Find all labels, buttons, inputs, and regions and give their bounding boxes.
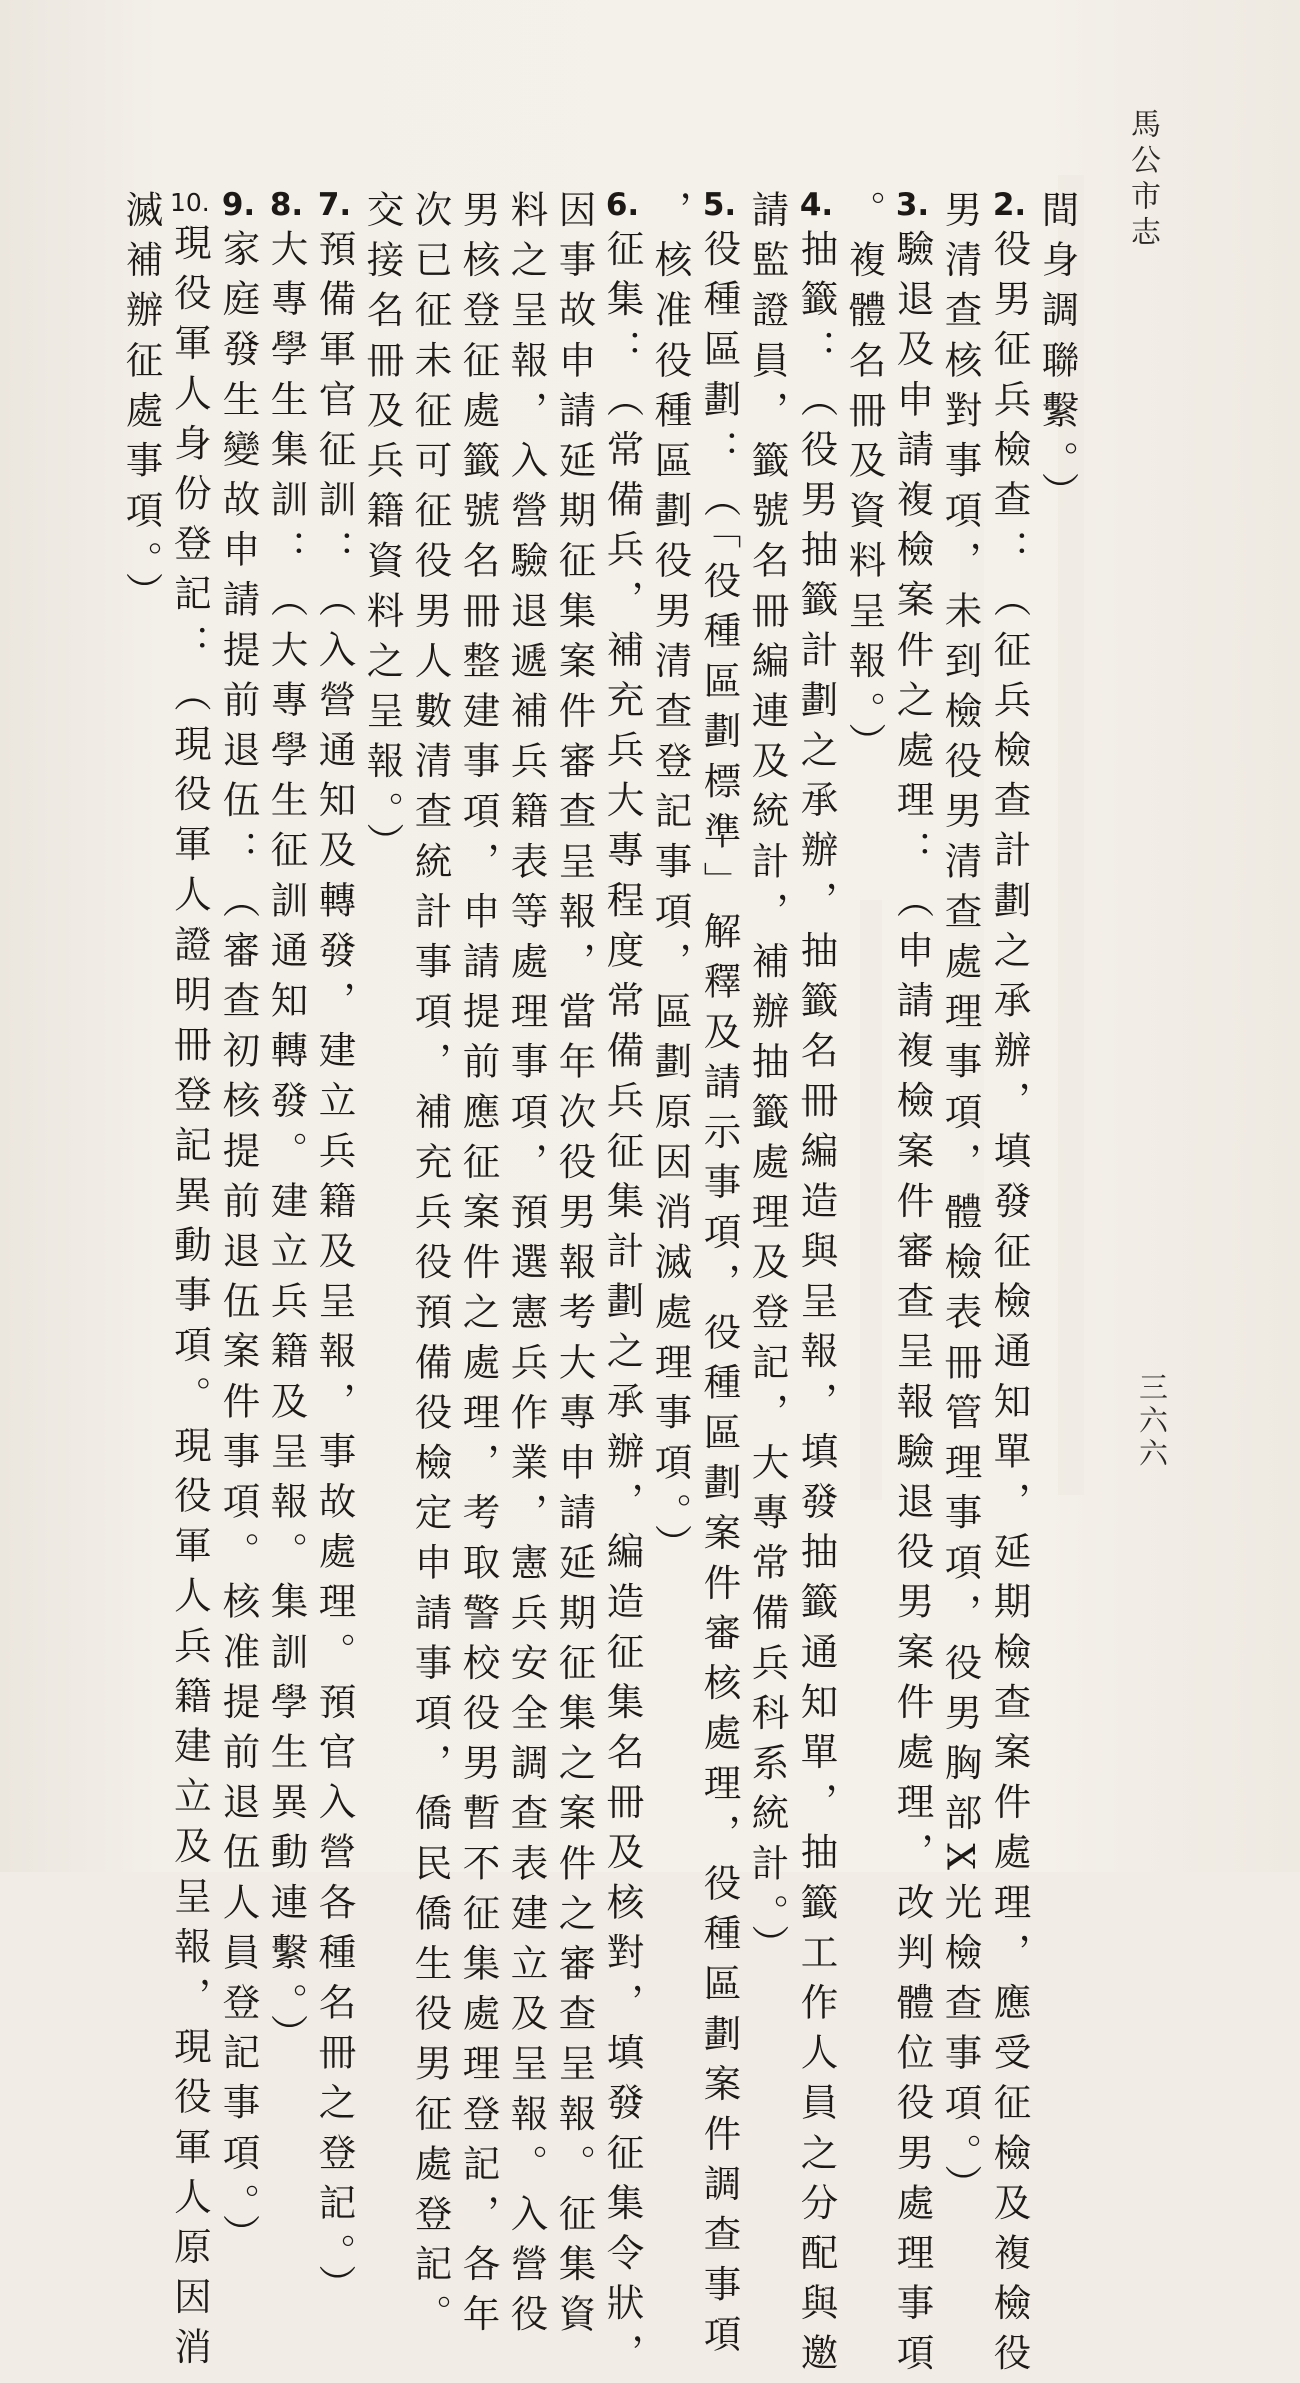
- column-text: 交接名冊及兵籍資料之呈報。）: [360, 190, 405, 873]
- text-column: [745, 190, 790, 1975]
- text-column: [890, 187, 935, 2383]
- column-text: 役種區劃：（「役種區劃標準」解釋及請示事項，役種區劃案件審核處理，役種區劃案件調查事項: [697, 229, 742, 2365]
- column-text: 請監證員，籤號名冊編連及統計，補辦抽籤處理及登記，大專常備兵科系統計。）: [745, 190, 790, 1975]
- text-column: [408, 190, 453, 2345]
- item-number: 8.: [269, 187, 304, 223]
- column-text: 次已征未征可征役男人數清查統計事項，補充兵役預備役檢定申請事項，僑民僑生役男征處登記。: [408, 190, 453, 2345]
- item-number: 3.: [895, 187, 930, 223]
- text-column: [119, 190, 164, 623]
- text-column: [1035, 190, 1080, 522]
- column-text: 滅補辦征處事項。）: [119, 190, 164, 623]
- column-text: 征集：（常備兵，補充兵大專程度常備兵征集計劃之承辦，編造征集名冊及核對，填發征集令狀，: [600, 229, 645, 2383]
- text-column: [938, 190, 983, 2215]
- item-number: 9.: [221, 187, 256, 223]
- column-text: 男核登征處籤號名冊整建事項，申請提前應征案件之處理，考取警校役男暫不征集處理登記，各年: [456, 190, 501, 2345]
- text-column: [697, 187, 742, 2365]
- text-column: [312, 187, 357, 2315]
- column-text: 現役軍人身份登記：（現役軍人證明冊登記異動事項。現役軍人兵籍建立及呈報，現役軍人原因消: [167, 223, 212, 2378]
- text-column: [456, 190, 501, 2345]
- column-text: 抽籤：（役男抽籤計劃之承辦，抽籤名冊編造與呈報，填發抽籤通知單，抽籤工作人員之分配與邀: [794, 229, 839, 2383]
- text-column: [216, 187, 261, 2265]
- text-column: [360, 190, 405, 873]
- item-number: 7.: [317, 187, 352, 223]
- item-number: 10.: [170, 188, 210, 217]
- column-text: 料之呈報，入營驗退遞補兵籍表等處理事項，預選憲兵作業，憲兵安全調查表建立及呈報。入營役: [504, 190, 549, 2345]
- item-number: 6.: [605, 187, 640, 223]
- column-text: 男清查核對事項，未到檢役男清查處理事項，體檢表冊管理事項，役男胸部X光檢查事項。）: [938, 190, 983, 2215]
- text-column: [600, 187, 645, 2383]
- text-column: [842, 190, 887, 773]
- text-column: [794, 187, 839, 2383]
- item-number: 4.: [799, 187, 834, 223]
- text-column: [552, 190, 597, 2345]
- item-number: 5.: [702, 187, 737, 223]
- column-text: 預備軍官征訓：（入營通知及轉發，建立兵籍及呈報，事故處理。預官入營各種名冊之登記。）: [312, 229, 357, 2315]
- page-header-title: 馬公市志: [1125, 108, 1160, 252]
- column-text: 役男征兵檢查：（征兵檢查計劃之承辦，填發征檢通知單，延期檢查案件處理，應受征檢及複檢役: [987, 229, 1032, 2383]
- text-column: [167, 188, 212, 2378]
- column-text: ，核准役種區劃役男清查登記事項，區劃原因消滅處理事項。）: [648, 190, 693, 1575]
- item-number: 2.: [992, 187, 1027, 223]
- text-column: [264, 187, 309, 2064]
- column-text: 家庭發生變故申請提前退伍：（審查初核提前退伍案件事項。核准提前退伍人員登記事項。）: [216, 229, 261, 2265]
- column-text: 。複體名冊及資料呈報。）: [842, 190, 887, 773]
- text-column: [987, 187, 1032, 2383]
- text-column: [648, 190, 693, 1575]
- column-text: 間身調聯繫。）: [1035, 190, 1080, 522]
- text-column: [504, 190, 549, 2345]
- column-text: 大專學生集訓：（大專學生征訓通知轉發。建立兵籍及呈報。集訓學生異動連繫。）: [264, 229, 309, 2064]
- column-text: 驗退及申請複檢案件之處理：（申請複檢案件審查呈報驗退役男案件處理，改判體位役男處理事項: [890, 229, 935, 2383]
- page-number: 三六六: [1135, 1372, 1169, 1471]
- column-text: 因事故申請延期征集案件審查呈報，當年次役男報考大專申請延期征集之案件之審查呈報。征集資: [552, 190, 597, 2345]
